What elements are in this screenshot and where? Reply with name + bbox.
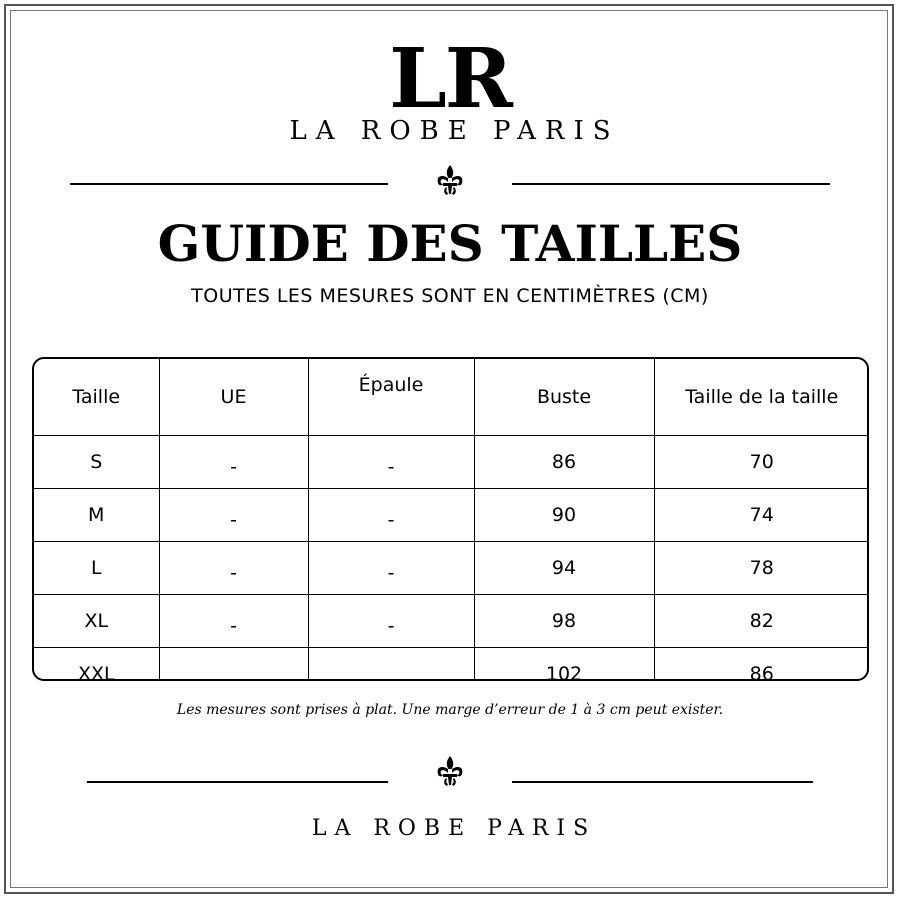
cell-value: - bbox=[387, 456, 395, 478]
divider-line-right bbox=[512, 183, 830, 185]
cell-buste: 94 bbox=[474, 542, 654, 595]
cell-buste: 86 bbox=[474, 436, 654, 489]
cell-tour-de-taille: 70 bbox=[654, 436, 869, 489]
column-header-tour-de-taille: Taille de la taille bbox=[654, 359, 869, 436]
cell-epaule bbox=[308, 436, 474, 489]
cell-buste: 90 bbox=[474, 489, 654, 542]
cell-value: - bbox=[387, 562, 395, 584]
cell-tour-de-taille: 74 bbox=[654, 489, 869, 542]
cell-tour-de-taille: 86 bbox=[654, 648, 869, 682]
cell-ue bbox=[159, 648, 308, 682]
cell-value: - bbox=[230, 668, 237, 681]
cell-size: S bbox=[34, 436, 159, 489]
table-row bbox=[34, 648, 869, 682]
page-subtitle: TOUTES LES MESURES SONT EN CENTIMÈTRES (CM) bbox=[191, 285, 709, 307]
cell-size: XXL bbox=[34, 648, 159, 682]
table-row bbox=[34, 595, 869, 648]
cell-tour-de-taille: 78 bbox=[654, 542, 869, 595]
footer-divider-line-left bbox=[87, 781, 388, 783]
cell-epaule bbox=[308, 648, 474, 682]
column-header-buste: Buste bbox=[474, 359, 654, 436]
footer-brand-name: LA ROBE PARIS bbox=[311, 816, 597, 841]
table-row bbox=[34, 436, 869, 489]
cell-epaule bbox=[308, 489, 474, 542]
cell-value: - bbox=[230, 456, 237, 478]
page-title: GUIDE DES TAILLES bbox=[157, 214, 743, 273]
table-row bbox=[34, 542, 869, 595]
cell-value: - bbox=[230, 562, 237, 584]
column-header-epaule: Épaule bbox=[308, 359, 474, 436]
divider-line-left bbox=[70, 183, 388, 185]
footer-divider-line-right bbox=[512, 781, 813, 783]
cell-buste: 102 bbox=[474, 648, 654, 682]
cell-ue bbox=[159, 542, 308, 595]
cell-size: L bbox=[34, 542, 159, 595]
column-header-taille: Taille bbox=[34, 359, 159, 436]
cell-epaule bbox=[308, 595, 474, 648]
table-row bbox=[34, 489, 869, 542]
cell-tour-de-taille: 82 bbox=[654, 595, 869, 648]
brand-logo: LR bbox=[389, 31, 511, 127]
cell-value: - bbox=[230, 615, 237, 637]
cell-buste: 98 bbox=[474, 595, 654, 648]
fleur-de-lis-icon bbox=[432, 754, 468, 790]
measurement-note: Les mesures sont prises à plat. Une marge d’erreur de 1 à 3 cm peut exister. bbox=[176, 702, 724, 718]
cell-size: M bbox=[34, 489, 159, 542]
cell-epaule bbox=[308, 542, 474, 595]
cell-size: XL bbox=[34, 595, 159, 648]
table-header-row bbox=[34, 359, 869, 436]
cell-value: - bbox=[387, 615, 395, 637]
cell-value: - bbox=[387, 509, 395, 531]
cell-ue bbox=[159, 436, 308, 489]
size-table bbox=[32, 357, 869, 681]
cell-ue bbox=[159, 595, 308, 648]
cell-value: - bbox=[230, 509, 237, 531]
cell-value: - bbox=[387, 668, 395, 681]
column-header-ue: UE bbox=[159, 359, 308, 436]
brand-name: LA ROBE PARIS bbox=[289, 116, 620, 146]
fleur-de-lis-icon bbox=[432, 163, 468, 199]
cell-ue bbox=[159, 489, 308, 542]
